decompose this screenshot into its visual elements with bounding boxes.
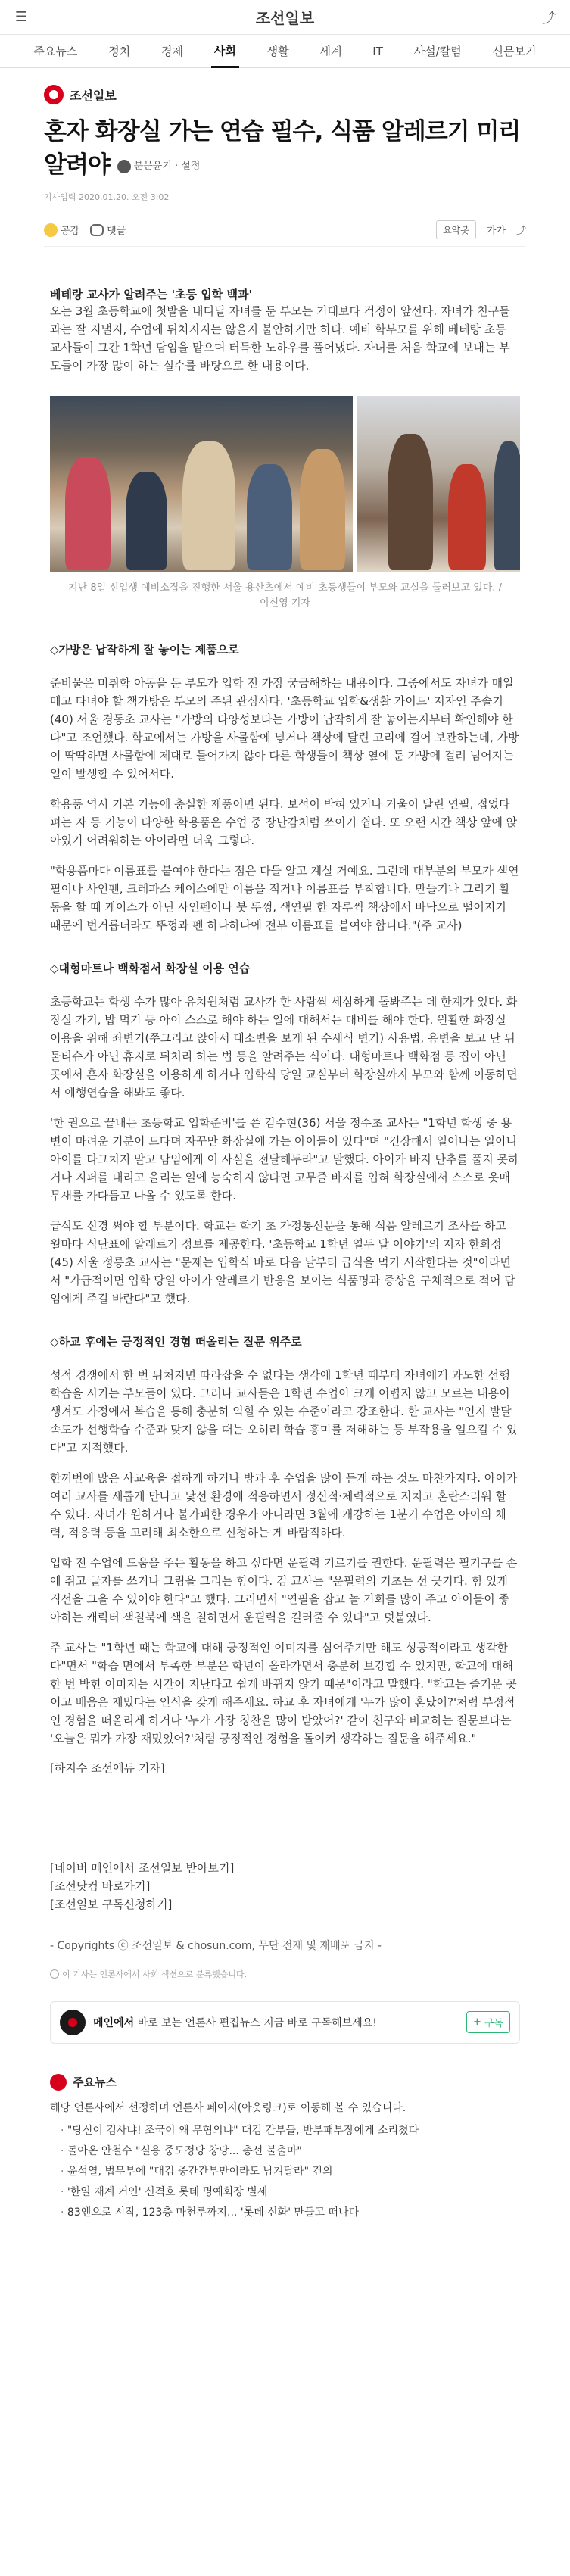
subscribe-banner[interactable] — [50, 2001, 520, 2044]
related-news — [50, 2074, 520, 2223]
body-paragraph: 준비물은 미취학 아동을 둔 부모가 입학 전 가장 궁금해하는 내용이다. 그중에서도 자녀가 매일 메고 다녀야 할 책가방은 부모의 주된 관심사다. '초등학교 입학&생활 가이드' 저자인 주솔기(40) 서울 경동초 교사는 "가방의 다양성보다는 가방이 납작하게 잘 놓이는지부터 확인해야 한다"고 조언했다. 학교에서는 가방을 사물함에 넣거나 책상에 달린 고리에 걸어 보관하는데, 가방이 딱딱하면 사물함에 제대로 들어가지 않아 다른 학생들이 책상 옆에 둔 가방에 걸려 넘어지는 일이 발생할 수 있어서다. — [50, 675, 519, 781]
font-size-button[interactable]: 가가 — [486, 226, 506, 237]
body-paragraph: '한 권으로 끝내는 초등학교 입학준비'를 쓴 김수현(36) 서울 정수초 교사는 "1학년 학생 중 용변이 마려운 기분이 드다며 자꾸만 화장실에 가는 아이들이 있다"며 "긴장해서 일어나는 일이니 아이를 다그치지 말고 담임에게 이 사실을 전달해두라"고 말했다. 아이가 바지 단추를 풀지 못하거나 지퍼를 내리고 올리는 일에 능숙하지 않다면 고무줄 바지를 입혀 화장실에서 스스로 옷매무새를 가다듬고 나올 수 있도록 한다. — [50, 1115, 519, 1202]
promo-link-chosun[interactable]: [조선닷컴 바로가기] — [50, 1879, 151, 1893]
article-dateline: 기사입력 2020.01.20. 오전 3:02 — [44, 192, 170, 202]
press-logo-icon — [60, 2010, 86, 2035]
body-paragraph: "학용품마다 이름표를 붙여야 한다는 점은 다들 알고 계실 거예요. 그런데 대부분의 부모가 색연필이나 사인펜, 크레파스 케이스에만 이름을 적거나 이름표를 부착합니다. 만들기나 그리기 활동을 할 때 케이스가 아닌 사인펜이나 붓 뚜껑, 색연필 한 자루씩 책상에서 바닥으로 떨어지기 때문에 번거롭더라도 뚜껑과 펜 하나하나에 전부 이름표를 붙여야 합니다."(주 교사) — [50, 863, 519, 932]
promo-link-naver[interactable]: [네이버 메인에서 조선일보 받아보기] — [50, 1860, 235, 1875]
journalist-byline[interactable] — [117, 150, 201, 183]
nav-item[interactable]: 세계 — [319, 45, 342, 58]
article-header — [0, 68, 570, 247]
nav-item[interactable]: 주요뉴스 — [33, 45, 78, 58]
subscribe-text-rest: 바로 보는 언론사 편집뉴스 지금 바로 구독해보세요! — [137, 2016, 377, 2029]
section-heading: ◇하교 후에는 긍정적인 경험 떠올리는 질문 위주로 — [50, 1334, 302, 1349]
share-icon: ⤴ — [515, 226, 526, 237]
lead-title: 베테랑 교사가 알려주는 '초등 입학 백과' — [50, 287, 253, 301]
top-bar — [0, 0, 570, 35]
section-heading: ◇가방은 납작하게 잘 놓이는 제품으로 — [50, 642, 239, 656]
body-paragraph: 한꺼번에 많은 사교육을 접하게 하거나 방과 후 수업을 많이 듣게 하는 것도 마찬가지다. 아이가 여러 교사를 새롭게 만나고 낯선 환경에 적응하면서 정신적·체력적으로 지치고 혼란스러워 할 수 있다. 자녀가 원하거나 불가피한 경우가 아니라면 3월에 개강하는 1분기 수업은 아이의 체력, 적응력 등을 고려해 최소한으로 신청하는 게 바람직하다. — [50, 1470, 518, 1539]
reporter-signoff: [하지수 조선에듀 기자] — [50, 1760, 165, 1775]
like-button[interactable] — [44, 223, 79, 237]
article-sections — [50, 641, 520, 1748]
summary-bot-button[interactable]: 요약봇 — [436, 220, 476, 239]
comment-icon — [90, 224, 104, 236]
body-paragraph: 초등학교는 학생 수가 많아 유치원처럼 교사가 한 사람씩 세심하게 돌봐주는 데 한계가 있다. 화장실 가기, 밥 먹기 등 아이 스스로 해야 하는 일에 대해서는 대비를 해야 한다. 원활한 화장실 이용을 위해 좌변기(쭈그리고 앉아서 대소변을 보게 된 수세식 변기) 사용법, 용변을 보고 난 뒤 물티슈가 아닌 휴지로 뒤처리 하는 법 등을 알려주는 식이다. 대형마트나 백화점 등 집이 아닌 곳에서 혼자 화장실을 이용하게 하거나 입학식 당일 교실부터 화장실까지 부모와 함께 이동하면서 예행연습을 해봐도 좋다. — [50, 994, 518, 1099]
related-news-item[interactable]: · 윤석열, 법무부에 "대검 중간간부만이라도 남겨달라" 건의 — [61, 2162, 520, 2182]
photo-caption: 지난 8일 신입생 예비소집을 진행한 서울 용산초에서 예비 초등생들이 부모와 교실을 둘러보고 있다. /이신영 기자 — [68, 582, 502, 609]
nav-item[interactable]: 정치 — [108, 45, 131, 58]
share-article-button[interactable] — [516, 223, 526, 237]
nav-item[interactable]: IT — [372, 44, 383, 58]
nav-item[interactable]: 사설/칼럼 — [413, 45, 462, 58]
section-heading: ◇대형마트나 백화점서 화장실 이용 연습 — [50, 961, 251, 975]
comment-label: 댓글 — [107, 226, 126, 237]
body-paragraph: 입학 전 수업에 도움을 주는 활동을 하고 싶다면 운필력 기르기를 권한다. 운필력은 필기구를 손에 쥐고 글자를 쓰거나 그림을 그리는 힘이다. 김 교사는 "운필력의 기초는 선 긋기다. 힘 있게 직선을 그을 수 있어야 한다"고 했다. 그러면서 "연필을 잡고 놀 기회를 많이 주고 아이들이 좋아하는 캐릭터 색칠북에 색을 칠하면서 운필력을 길러줄 수 있다"고 덧붙였다. — [50, 1555, 518, 1624]
related-news-title: 주요뉴스 — [73, 2075, 117, 2089]
article-title — [44, 115, 526, 183]
section-notice-text: 이 기사는 언론사에서 사회 섹션으로 분류했습니다. — [62, 1969, 248, 1979]
journalist-avatar — [117, 160, 131, 173]
related-news-item[interactable]: · '한일 재계 거인' 신격호 롯데 명예회장 별세 — [61, 2182, 520, 2203]
related-news-header — [50, 2074, 520, 2091]
press-logo-icon — [50, 2074, 67, 2091]
info-icon — [50, 1969, 59, 1979]
promo-links — [50, 1859, 520, 1913]
subscribe-button-label: 구독 — [484, 2018, 503, 2029]
nav-item[interactable]: 경제 — [161, 45, 183, 58]
article-body — [0, 286, 570, 2264]
body-paragraph: 주 교사는 "1학년 때는 학교에 대해 긍정적인 이미지를 심어주기만 해도 성공적이라고 생각한다"면서 "학습 면에서 부족한 부분은 학년이 올라가면서 충분히 보강할 수 있지만, 학교에 대해 한 번 박힌 이미지는 시간이 지난다고 쉽게 바뀌지 않기 때문"이라고 말했다. "학교는 즐거운 곳이고 배움은 재밌다는 인식을 갖게 해주세요. 하교 후 자녀에게 '누가 많이 혼났어?'처럼 부정적인 경험을 떠올리게 하거나 '누가 가장 칭찬을 많이 받았어?' 같이 친구와 비교하는 질문보다는 '오늘은 뭐가 가장 재밌었어?'처럼 긍정적인 경험을 돌이켜 생각하는 질문을 해주세요." — [50, 1640, 517, 1745]
article-photo[interactable] — [50, 396, 520, 572]
body-paragraph: 성적 경쟁에서 한 번 뒤처지면 따라잡을 수 없다는 생각에 1학년 때부터 자녀에게 과도한 선행학습을 시키는 부모들이 있다. 그러나 교사들은 1학년 수업이 크게 어렵지 않고 모르는 내용이 생겨도 가정에서 복습을 통해 충분히 익힐 수 있는 수준이라고 강조한다. 한 교사는 "인지 발달 속도가 선행학습 수준과 맞지 않을 때는 오히려 학습 흥미를 저해하는 등 부작용을 일으킬 수 있다"고 지적했다. — [50, 1368, 518, 1455]
journalist-name: 분문윤기 · 설정 — [133, 160, 201, 172]
press-logo-icon — [44, 85, 64, 104]
nav-item[interactable]: 사회 — [211, 35, 239, 68]
share-button[interactable] — [538, 7, 559, 28]
nav-item[interactable]: 신문보기 — [492, 45, 537, 58]
related-news-list — [50, 2121, 520, 2223]
section-notice — [50, 1968, 520, 1980]
like-label: 공감 — [61, 226, 80, 237]
promo-link-subscribe[interactable]: [조선일보 구독신청하기] — [50, 1897, 173, 1911]
smile-icon — [44, 223, 58, 237]
related-news-item[interactable]: · 83엔으로 시작, 123층 마천루까지... '롯데 신화' 만들고 떠나다 — [61, 2203, 520, 2223]
menu-button[interactable] — [11, 7, 32, 28]
subscribe-text — [93, 2015, 377, 2030]
plus-icon: + — [472, 2016, 481, 2028]
copyright-notice: - Copyrights ⓒ 조선일보 & chosun.com, 무단 전재 및 재배포 금지 - — [50, 1939, 382, 1952]
press-logo[interactable] — [44, 85, 526, 104]
press-logo-text: 조선일보 — [70, 88, 117, 103]
body-paragraph: 학용품 역시 기본 기능에 충실한 제품이면 된다. 보석이 박혀 있거나 거울이 달린 연필, 접었다 펴는 자 등 기능이 다양한 학용품은 수업 중 장난감처럼 쓰이기 쉽다. 또 오랜 시간 책상 앞에 앉아있기 어려워하는 아이라면 더욱 그렇다. — [50, 797, 518, 847]
comment-button[interactable] — [90, 223, 126, 237]
related-news-desc: 해당 언론사에서 선정하며 언론사 페이지(아웃링크)로 이동해 볼 수 있습니다. — [50, 2101, 406, 2114]
subscribe-button[interactable] — [466, 2011, 510, 2033]
body-paragraph: 급식도 신경 써야 할 부분이다. 학교는 학기 초 가정통신문을 통해 식품 알레르기 조사를 하고 월마다 식단표에 알레르기 정보를 제공한다. '초등학교 1학년 열두 달 이야기'의 저자 한희정(45) 서울 정릉초 교사는 "문제는 입학식 바로 다음 날부터 급식을 먹기 시작한다는 것"이라면서 "가급적이면 입학 당일 아이가 알레르기 반응을 보이는 식품명과 증상을 구체적으로 적어 담임에게 주길 바란다"고 했다. — [50, 1218, 515, 1305]
category-nav — [0, 35, 570, 68]
lead-paragraph: 오는 3월 초등학교에 첫발을 내디딜 자녀를 둔 부모는 기대보다 걱정이 앞선다. 자녀가 친구들과는 잘 지낼지, 수업에 뒤처지지는 않을지 불안하기만 하다. 예비 학부모를 위해 베테랑 초등 교사들이 그간 1학년 담임을 맡으며 터득한 노하우를 풀어냈다. 자녀를 처음 학교에 보내는 부모들이 가장 많이 하는 실수를 바탕으로 한 내용이다. — [50, 304, 510, 373]
brand-title[interactable]: 조선일보 — [255, 9, 315, 27]
photo-left — [50, 396, 353, 572]
photo-right — [357, 396, 520, 572]
nav-item[interactable]: 생활 — [266, 45, 289, 58]
related-news-item[interactable]: · 돌아온 안철수 "실용 중도정당 창당... 총선 불출마" — [61, 2141, 520, 2162]
hamburger-icon: ☰ — [14, 9, 28, 25]
article-actions — [44, 214, 526, 247]
article-title-text: 혼자 화장실 가는 연습 필수, 식품 알레르기 미리 알려야 — [44, 118, 521, 179]
subscribe-text-bold: 메인에서 — [93, 2016, 135, 2029]
related-news-item[interactable]: · "당신이 검사냐! 조국이 왜 무혐의냐" 대검 간부들, 반부패부장에게 소리쳤다 — [61, 2121, 520, 2141]
share-icon: ⤴ — [542, 10, 556, 27]
